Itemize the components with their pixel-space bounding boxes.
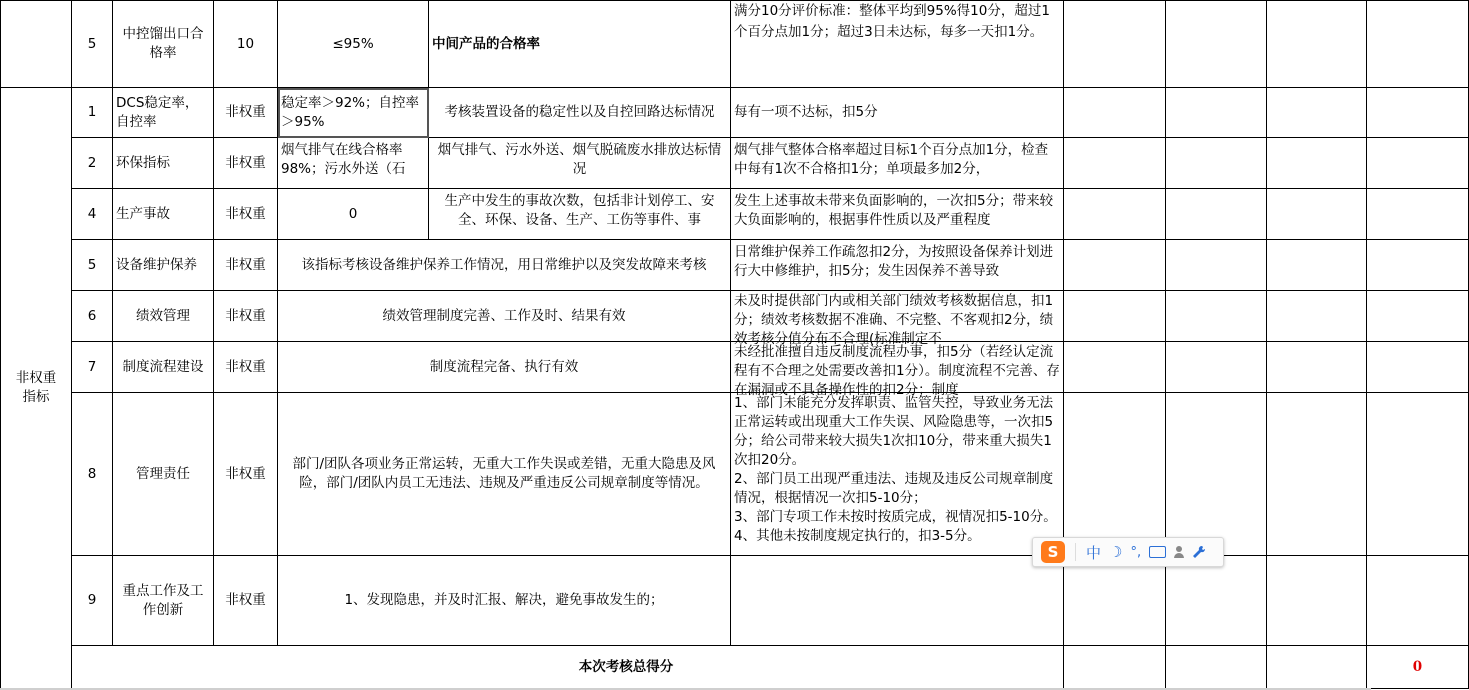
empty-cell[interactable] [1367,342,1469,393]
table-row [1,1,1469,88]
indicator-name[interactable]: 设备维护保养 [113,240,214,291]
empty-cell[interactable] [1267,240,1367,291]
description-text: 生产中发生的事故次数，包括非计划停工、安全、环保、设备、生产、工伤等事件、事 [444,193,715,228]
empty-cell[interactable] [1267,138,1367,189]
standard-text: 日常维护保养工作疏忽扣2分，为按照设备保养计划进行大中修维护，扣5分；发生因保养不善导致 [734,244,1054,279]
row-number[interactable]: 2 [72,138,113,189]
empty-cell[interactable] [1166,646,1267,689]
table-row [1,291,1469,342]
table-row [1,556,1469,646]
user-icon[interactable] [1174,546,1184,558]
row-number[interactable]: 4 [72,189,113,240]
empty-cell[interactable] [1267,1,1367,88]
row-number[interactable]: 5 [72,240,113,291]
empty-cell[interactable] [1064,1,1166,88]
standard-cell[interactable]: 满分10分评价标准：整体平均到95%得10分，超过1个百分点加1分；超过3日未达标，每多一天扣1分。 [731,1,1064,88]
empty-cell[interactable] [1367,556,1469,646]
standard-text [734,394,1060,554]
empty-cell[interactable] [1267,291,1367,342]
merged-description-cell[interactable]: 绩效管理制度完善、工作及时、结果有效 [278,291,731,342]
standard-text: 发生上述事故未带来负面影响的，一次扣5分；带来较大负面影响的，根据事件性质以及严重程度 [734,193,1054,228]
empty-cell[interactable] [1367,1,1469,88]
indicator-name[interactable] [113,88,214,138]
table-row [1,342,1469,393]
merged-description-cell[interactable]: 该指标考核设备维护保养工作情况，用日常维护以及突发故障来考核 [278,240,731,291]
empty-cell[interactable] [1166,88,1267,138]
merged-description-cell[interactable]: 部门/团队各项业务正常运转，无重大工作失误或差错，无重大隐患及风险，部门/团队内员工无违法、违规及严重违反公司规章制度等情况。 [278,393,731,556]
keyboard-icon[interactable] [1149,546,1166,558]
indicator-name[interactable] [113,556,214,646]
empty-cell[interactable] [1166,189,1267,240]
indicator-name-text: 重点工作及工 作创新 [122,582,204,618]
empty-cell[interactable] [1367,138,1469,189]
wrench-icon[interactable] [1192,545,1206,559]
punctuation-icon[interactable]: °, [1130,544,1142,560]
standard-text: 未经批准擅自违反制度流程办事，扣5分（若经认定流程有不合理之处需要改善扣1分）。制度流程不完善、存在漏洞或不具备操作性的扣2分；制度 [734,344,1060,398]
empty-cell[interactable] [1064,189,1166,240]
standard-line: 3、部门专项工作未按时按质完成，视情况扣5-10分。 [734,509,1057,525]
target-cell[interactable]: 稳定率＞92%；自控率＞95% [278,88,429,138]
category-cell[interactable] [1,88,72,689]
row-number[interactable]: 9 [72,556,113,646]
row-number[interactable]: 1 [72,88,113,138]
weight-cell[interactable]: 非权重 [214,240,278,291]
table-row [1,138,1469,189]
empty-cell[interactable] [1367,393,1469,556]
empty-cell[interactable] [1064,646,1166,689]
row-number[interactable]: 6 [72,291,113,342]
indicator-name-text: DCS稳定率， 自控率 [116,94,199,130]
table-row [1,240,1469,291]
standard-cell[interactable] [731,189,1064,240]
indicator-name[interactable]: 管理责任 [113,393,214,556]
weight-cell[interactable]: 非权重 [214,88,278,138]
empty-cell[interactable] [1064,342,1166,393]
empty-cell[interactable] [1267,342,1367,393]
weight-cell[interactable]: 10 [214,1,278,88]
empty-cell[interactable] [1064,291,1166,342]
empty-cell[interactable] [1166,556,1267,646]
standard-line: 2、部门员工出现严重违法、违规及违反公司规章制度情况，根据情况一次扣5-10分； [734,471,1054,506]
empty-cell[interactable] [1166,342,1267,393]
description-cell[interactable]: 烟气排气、污水外送、烟气脱硫废水排放达标情况 [429,138,731,189]
weight-cell[interactable]: 非权重 [214,291,278,342]
target-cell[interactable]: 0 [278,189,429,240]
standard-cell[interactable]: 每有一项不达标，扣5分 [731,88,1064,138]
moon-icon[interactable]: ☽ [1109,543,1123,561]
empty-cell[interactable] [1367,88,1469,138]
empty-cell[interactable] [1267,646,1367,689]
standard-cell[interactable] [731,342,1064,398]
indicator-name-text: 中控馏出口合 格率 [122,26,204,61]
category-label: 非权重 指标 [15,370,57,405]
empty-cell[interactable] [1064,88,1166,138]
total-score-1[interactable]: 0 [1367,646,1469,689]
empty-cell[interactable] [1166,393,1267,556]
empty-cell[interactable] [1064,556,1166,646]
empty-cell[interactable] [1367,189,1469,240]
standard-cell[interactable] [731,240,1064,291]
row-number[interactable]: 7 [72,342,113,393]
target-cell[interactable]: 烟气排气在线合格率98%；污水外送（石 [278,138,429,189]
ime-divider [1075,543,1076,561]
weight-cell[interactable]: 非权重 [214,138,278,189]
empty-cell[interactable] [1367,240,1469,291]
empty-cell[interactable] [1166,240,1267,291]
standard-cell[interactable] [731,393,1064,556]
target-cell[interactable]: ≤95% [278,1,429,88]
indicator-name[interactable]: 制度流程建设 [113,342,214,393]
empty-cell[interactable] [1166,291,1267,342]
empty-cell[interactable] [1267,556,1367,646]
empty-cell[interactable] [1267,189,1367,240]
weight-cell[interactable]: 非权重 [214,556,278,646]
indicator-name[interactable]: 环保指标 [113,138,214,189]
table-row [1,189,1469,240]
empty-cell[interactable] [1166,138,1267,189]
row-number[interactable]: 8 [72,393,113,556]
ime-language-toggle[interactable]: 中 [1086,543,1102,562]
description-cell[interactable]: 考核装置设备的稳定性以及自控回路达标情况 [429,88,731,138]
standard-cell[interactable] [731,556,1064,646]
description-cell[interactable] [429,189,731,240]
weight-cell[interactable]: 非权重 [214,393,278,556]
row-number[interactable]: 5 [72,1,113,88]
ime-toolbar[interactable] [1032,537,1224,567]
empty-cell[interactable] [1166,1,1267,88]
empty-cell[interactable] [1064,240,1166,291]
category-cell-top[interactable] [1,1,72,88]
indicator-name[interactable]: 生产事故 [113,189,214,240]
description-cell[interactable]: 中间产品的合格率 [429,1,731,88]
table-row [1,393,1469,556]
empty-cell[interactable] [1267,393,1367,556]
merged-description-cell[interactable]: 制度流程完备、执行有效 [278,342,731,393]
standard-line: 1、部门未能充分发挥职责、监管失控，导致业务无法正常运转或出现重大工作失误、风险隐患等，一次扣5分；给公司带来较大损失1次扣10分，带来重大损失1次扣20分。 [734,395,1054,468]
empty-cell[interactable] [1064,393,1166,556]
standard-cell[interactable] [731,291,1064,347]
total-row [1,646,1469,689]
table-row [1,88,1469,138]
weight-cell[interactable]: 非权重 [214,342,278,393]
weight-cell[interactable]: 非权重 [214,189,278,240]
sogou-logo-icon[interactable]: S [1041,541,1065,563]
empty-cell[interactable] [1064,138,1166,189]
standard-line: 4、其他未按制度规定执行的，扣3-5分。 [734,528,981,544]
merged-description-cell[interactable]: 1、发现隐患，并及时汇报、解决，避免事故发生的； [278,556,731,646]
indicator-name[interactable]: 绩效管理 [113,291,214,342]
standard-cell[interactable]: 烟气排气整体合格率超过目标1个百分点加1分，检查中每有1次不合格扣1分；单项最多加2分， [731,138,1064,189]
indicator-name[interactable] [113,1,214,88]
empty-cell[interactable] [1367,291,1469,342]
standard-text: 未及时提供部门内或相关部门绩效考核数据信息，扣1分；绩效考核数据不准确、不完整、不客观扣2分，绩效考核分值分布不合理(标准制定不 [734,293,1054,347]
total-label[interactable]: 本次考核总得分 [72,646,1064,689]
empty-cell[interactable] [1267,88,1367,138]
